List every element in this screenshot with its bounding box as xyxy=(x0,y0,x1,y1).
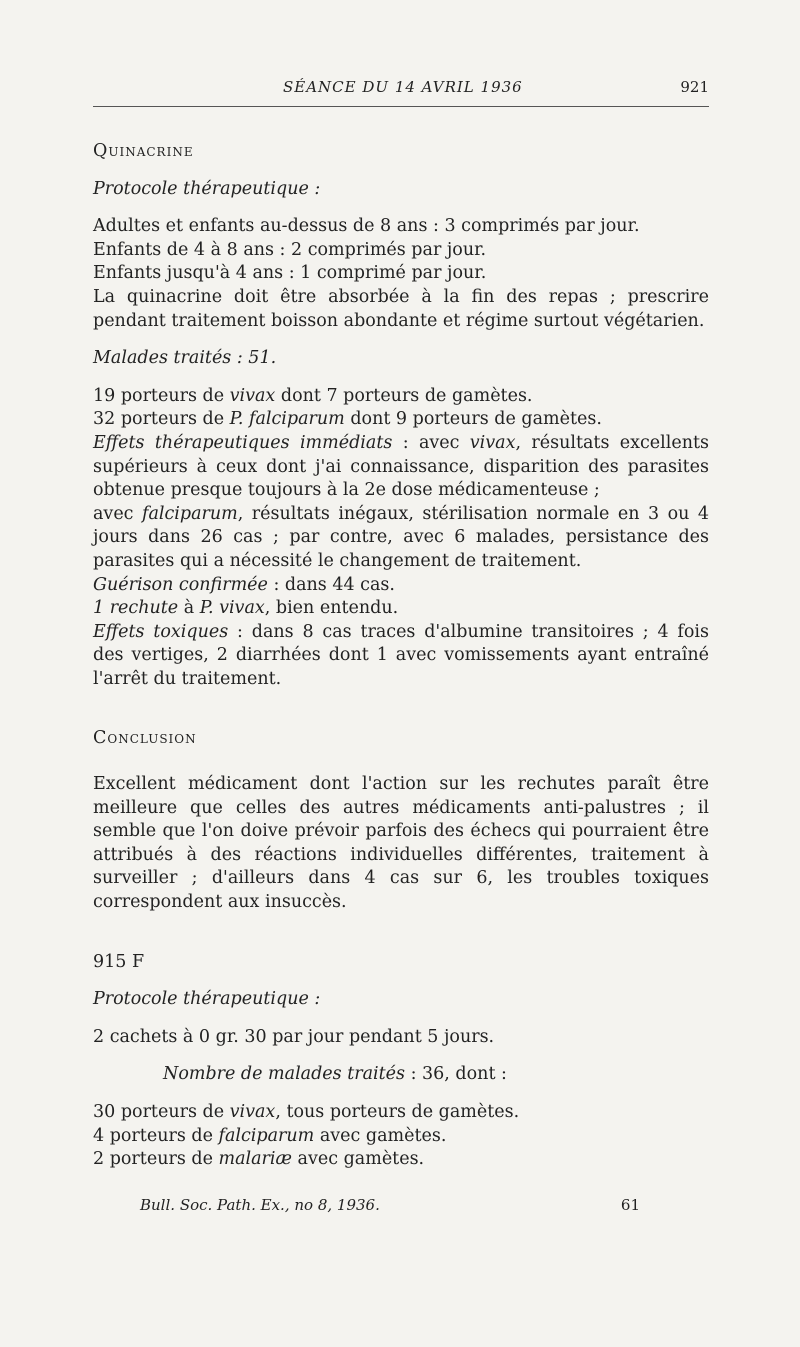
signature-number: 61 xyxy=(620,1196,640,1214)
section-heading-915f: 915 F xyxy=(93,951,145,972)
conclusion-paragraph: Excellent médicament dont l'action sur les rechutes paraît être meilleure que celles des autres médicaments anti-palustres ; il semble que l'on doive prévoir parfois des échecs qui pourraient être attribués à des réactions individuelles différentes, traitement à surveiller ; d'ailleurs dans 4 cas sur 6, les troubles toxiques correspondent aux insuccès. xyxy=(93,774,709,913)
protocol-note: La quinacrine doit être absorbée à la fin des repas ; prescrire pendant traitement boisson abondante et régime surtout végétarien. xyxy=(93,286,709,331)
result-line: 1 rechute à P. vivax, bien entendu. xyxy=(93,598,399,619)
protocol-title: Protocole thérapeutique : xyxy=(93,989,321,1010)
protocol-line: 2 cachets à 0 gr. 30 par jour pendant 5 jours. xyxy=(93,1026,495,1047)
protocol-line: Enfants de 4 à 8 ans : 2 comprimés par jour. xyxy=(93,239,487,260)
footer xyxy=(140,1196,640,1214)
result-line: 4 porteurs de falciparum avec gamètes. xyxy=(93,1125,447,1146)
result-paragraph: avec falciparum, résultats inégaux, stérilisation normale en 3 ou 4 jours dans 26 cas ; par contre, avec 6 malades, persistance des parasites qui a nécessité le changement de traitement. xyxy=(93,503,709,571)
running-header xyxy=(93,76,709,107)
result-line: Guérison confirmée : dans 44 cas. xyxy=(93,574,395,595)
result-paragraph: Effets toxiques : dans 8 cas traces d'albumine transitoires ; 4 fois des vertiges, 2 diarrhées dont 1 avec vomissements ayant entraîné l'arrêt du traitement. xyxy=(93,621,710,689)
footer-citation: Bull. Soc. Path. Ex., no 8, 1936. xyxy=(140,1196,380,1214)
protocol-title: Protocole thérapeutique : xyxy=(93,178,321,199)
result-line: 19 porteurs de vivax dont 7 porteurs de gamètes. xyxy=(93,385,533,406)
page-number: 921 xyxy=(680,78,709,96)
patients-treated: Malades traités : 51. xyxy=(93,348,277,369)
result-line: 32 porteurs de P. falciparum dont 9 porteurs de gamètes. xyxy=(93,409,602,430)
section-heading-conclusion: Conclusion xyxy=(93,728,197,749)
result-line: 2 porteurs de malariæ avec gamètes. xyxy=(93,1149,425,1170)
page-body xyxy=(93,140,709,1172)
section-heading-quinacrine: Quinacrine xyxy=(93,141,194,161)
protocol-line: Adultes et enfants au-dessus de 8 ans : 3 comprimés par jour. xyxy=(93,216,640,237)
patients-treated: Nombre de malades traités : 36, dont : xyxy=(163,1064,507,1085)
result-paragraph: Effets thérapeutiques immédiats : avec vivax, résultats excellents supérieurs à ceux dont j'ai connaissance, disparition des parasites obtenue presque toujours à la 2e dose médicamenteuse ; xyxy=(93,432,709,501)
header-title: SÉANCE DU 14 AVRIL 1936 xyxy=(283,78,523,96)
protocol-line: Enfants jusqu'à 4 ans : 1 comprimé par jour. xyxy=(93,263,487,284)
result-line: 30 porteurs de vivax, tous porteurs de gamètes. xyxy=(93,1102,520,1122)
